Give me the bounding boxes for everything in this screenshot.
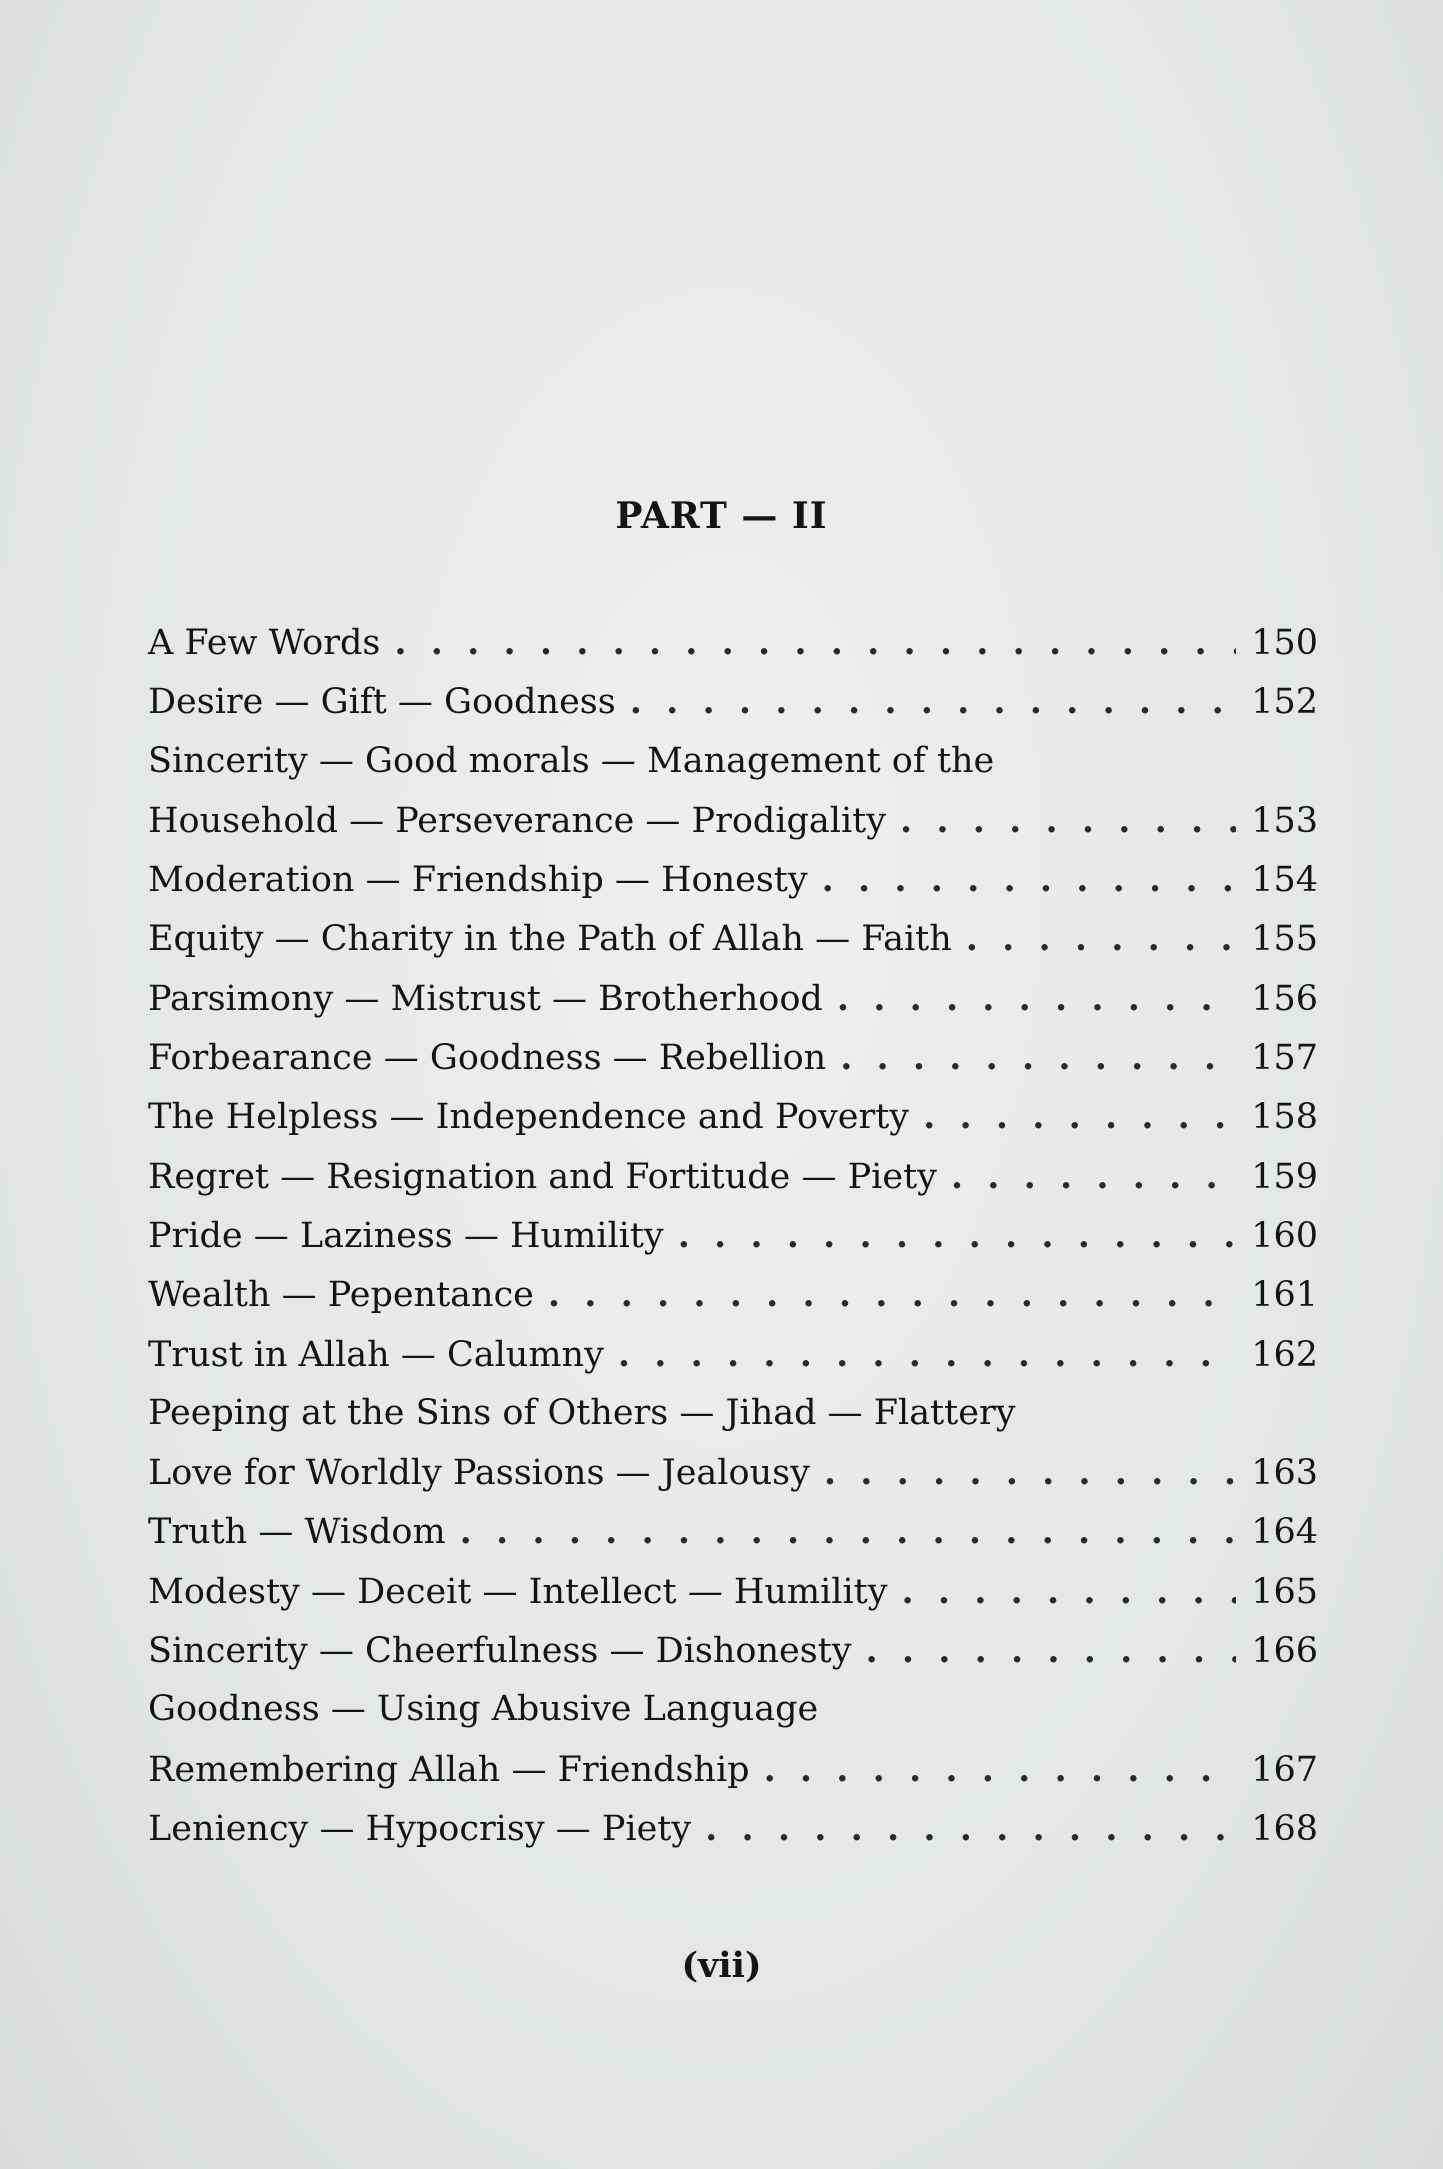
toc-entry-page: 153 [1251,800,1318,841]
toc-entry-page: 166 [1251,1631,1318,1672]
toc-entry [148,791,1318,850]
toc-entry-page: 168 [1251,1808,1318,1849]
toc-entry-title: Parsimony — Mistrust — Brotherhood [148,978,823,1019]
toc-entry [148,1384,1318,1443]
toc-entry-page: 162 [1251,1334,1318,1375]
toc-entry [148,850,1318,909]
toc-entry [148,1740,1318,1799]
toc-entry-page: 165 [1251,1571,1318,1612]
toc-entry [148,1502,1318,1561]
toc-entry-page: 154 [1251,860,1318,901]
toc-entry-page: 155 [1251,919,1318,960]
dot-leader [824,1443,1236,1502]
toc-entry-page: 164 [1251,1512,1318,1553]
toc-entry-title: Forbearance — Goodness — Rebellion [148,1038,827,1079]
toc-entry-title: Sincerity — Cheerfulness — Dishonesty [148,1631,852,1672]
toc-entry [148,672,1318,731]
toc-entry-page: 159 [1251,1156,1318,1197]
dot-leader [618,1325,1236,1384]
toc-entry-page: 158 [1251,1097,1318,1138]
toc-entry-page: 152 [1251,682,1318,723]
toc-entry [148,1147,1318,1206]
toc-entry-page: 163 [1251,1453,1318,1494]
dot-leader [951,1147,1236,1206]
dot-leader [678,1206,1236,1265]
toc-entry [148,1680,1318,1739]
toc-entry [148,1265,1318,1324]
toc-entry [148,969,1318,1028]
toc-entry-title: Trust in Allah — Calumny [148,1334,604,1375]
toc-entry-title: Pride — Laziness — Humility [148,1215,664,1256]
toc-entry-page: 161 [1251,1275,1318,1316]
toc-entry-page: 157 [1251,1038,1318,1079]
toc-entry [148,1799,1318,1858]
dot-leader [764,1740,1236,1799]
dot-leader [923,1087,1236,1146]
toc-entry-page: 156 [1251,978,1318,1019]
dot-leader [630,672,1236,731]
dot-leader [902,1562,1236,1621]
toc-entry-page: 160 [1251,1215,1318,1256]
dot-leader [460,1502,1236,1561]
toc-entry-title: A Few Words [148,623,381,663]
toc-entry-title: Sincerity — Good morals — Management of the [148,740,995,781]
toc-entry-title: Truth — Wisdom [148,1512,446,1553]
table-of-contents [148,613,1318,1858]
toc-entry-title: Love for Worldly Passions — Jealousy [148,1453,810,1494]
toc-entry-title: Goodness — Using Abusive Language [148,1689,819,1730]
toc-entry-title: The Helpless — Independence and Poverty [148,1097,910,1138]
toc-entry-page: 150 [1251,623,1318,663]
toc-entry [148,732,1318,791]
toc-entry [148,909,1318,968]
toc-entry-title: Moderation — Friendship — Honesty [148,860,808,901]
part-heading: PART — II [615,495,828,537]
toc-entry-title: Household — Perseverance — Prodigality [148,800,887,841]
dot-leader [548,1265,1236,1324]
dot-leader [822,850,1236,909]
toc-entry [148,1087,1318,1146]
toc-entry-title: Desire — Gift — Goodness [148,682,616,723]
dot-leader [866,1621,1236,1680]
toc-entry-title: Regret — Resignation and Fortitude — Piety [148,1156,937,1197]
dot-leader [900,791,1236,850]
toc-entry [148,613,1318,672]
toc-entry [148,1443,1318,1502]
toc-entry-title: Equity — Charity in the Path of Allah — Faith [148,919,952,960]
toc-entry [148,1028,1318,1087]
toc-entry-title: Remembering Allah — Friendship [148,1749,750,1790]
toc-entry-title: Wealth — Pepentance [148,1275,534,1316]
toc-entry [148,1562,1318,1621]
toc-entry [148,1621,1318,1680]
dot-leader [837,969,1236,1028]
toc-entry [148,1206,1318,1265]
toc-entry-title: Leniency — Hypocrisy — Piety [148,1808,692,1849]
dot-leader [840,1028,1236,1087]
dot-leader [394,613,1236,672]
dot-leader [966,909,1236,968]
page-number: (vii) [681,1945,762,1986]
dot-leader [705,1799,1236,1858]
toc-entry-title: Peeping at the Sins of Others — Jihad — Flattery [148,1392,1016,1433]
toc-entry-title: Modesty — Deceit — Intellect — Humility [148,1571,888,1612]
toc-entry [148,1325,1318,1384]
toc-entry-page: 167 [1251,1749,1318,1790]
